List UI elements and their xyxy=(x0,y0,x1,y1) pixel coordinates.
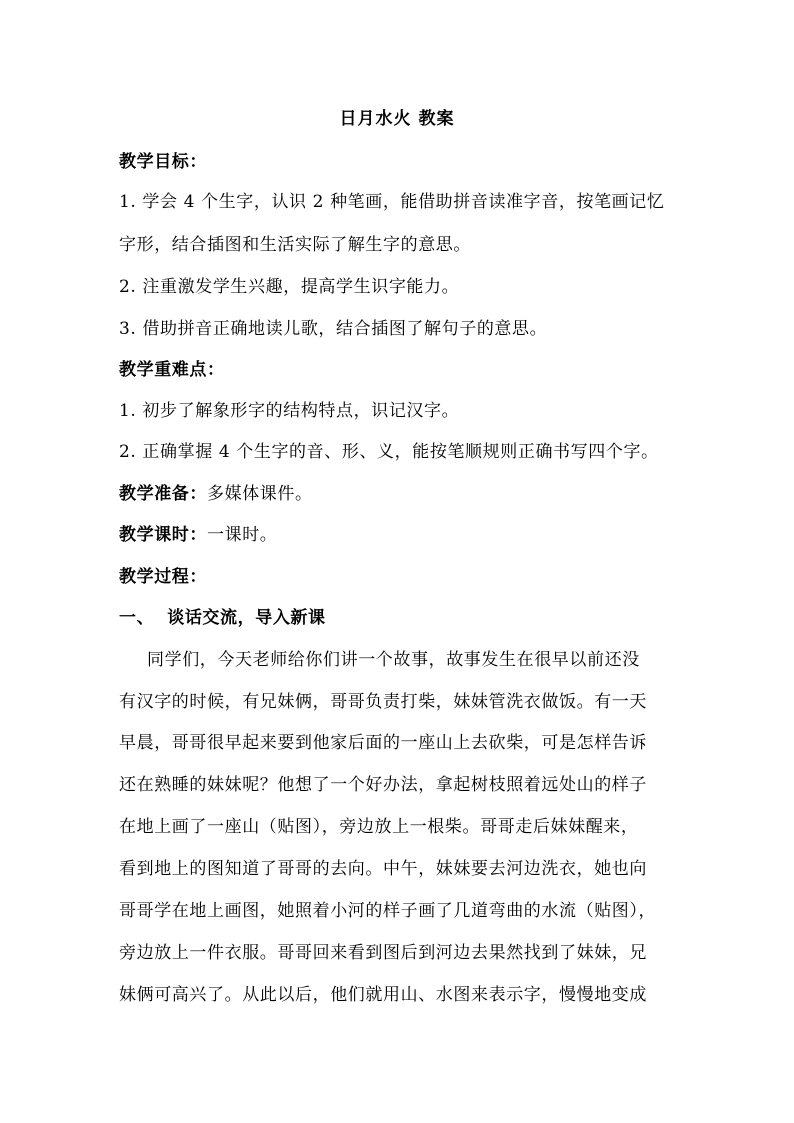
story-line: 同学们，今天老师给你们讲一个故事，故事发生在很早以前还没 xyxy=(147,650,640,670)
story-line: 哥哥学在地上画图，她照着小河的样子画了几道弯曲的水流（贴图）， xyxy=(119,901,657,921)
objectives-heading: 教学目标： xyxy=(119,152,207,172)
hours-label: 教学课时： xyxy=(119,525,207,545)
story-line: 有汉字的时候，有兄妹俩，哥哥负责打柴，妹妹管洗衣做饭。有一天 xyxy=(119,692,647,712)
key-points-heading: 教学重难点： xyxy=(119,360,225,380)
story-line: 旁边放上一件衣服。哥哥回来看到图后到河边去果然找到了妹妹，兄 xyxy=(119,943,647,963)
document-title: 日月水火 教案 xyxy=(339,109,455,129)
objective-line: 1. 学会 4 个生字，认识 2 种笔画，能借助拼音读准字音，按笔画记忆 xyxy=(119,192,665,212)
key-point-line: 2. 正确掌握 4 个生字的音、形、义，能按笔顺规则正确书写四个字。 xyxy=(119,442,659,462)
preparation-value: 多媒体课件。 xyxy=(207,484,313,504)
story-line: 早晨，哥哥很早起来要到他家后面的一座山上去砍柴，可是怎样告诉 xyxy=(119,733,647,753)
story-line: 还在熟睡的妹妹呢？他想了一个好办法，拿起树枝照着远处山的样子 xyxy=(119,775,647,795)
process-heading: 教学过程： xyxy=(119,567,207,587)
objective-line: 2. 注重激发学生兴趣，提高学生识字能力。 xyxy=(119,277,460,297)
story-line: 看到地上的图知道了哥哥的去向。中午，妹妹要去河边洗衣，她也向 xyxy=(119,859,647,879)
key-point-line: 1. 初步了解象形字的结构特点，识记汉字。 xyxy=(119,401,460,421)
objective-line: 3. 借助拼音正确地读儿歌，结合插图了解句子的意思。 xyxy=(119,319,548,339)
preparation-label: 教学准备： xyxy=(119,484,207,504)
section1-heading: 一、 谈话交流，导入新课 xyxy=(119,608,326,628)
story-line: 在地上画了一座山（贴图），旁边放上一根柴。哥哥走后妹妹醒来， xyxy=(119,817,639,837)
story-line: 妹俩可高兴了。从此以后，他们就用山、水图来表示字，慢慢地变成 xyxy=(119,985,647,1005)
preparation-row xyxy=(119,482,679,506)
objective-line: 字形，结合插图和生活实际了解生字的意思。 xyxy=(119,235,471,255)
hours-row xyxy=(119,523,679,547)
hours-value: 一课时。 xyxy=(207,525,278,545)
